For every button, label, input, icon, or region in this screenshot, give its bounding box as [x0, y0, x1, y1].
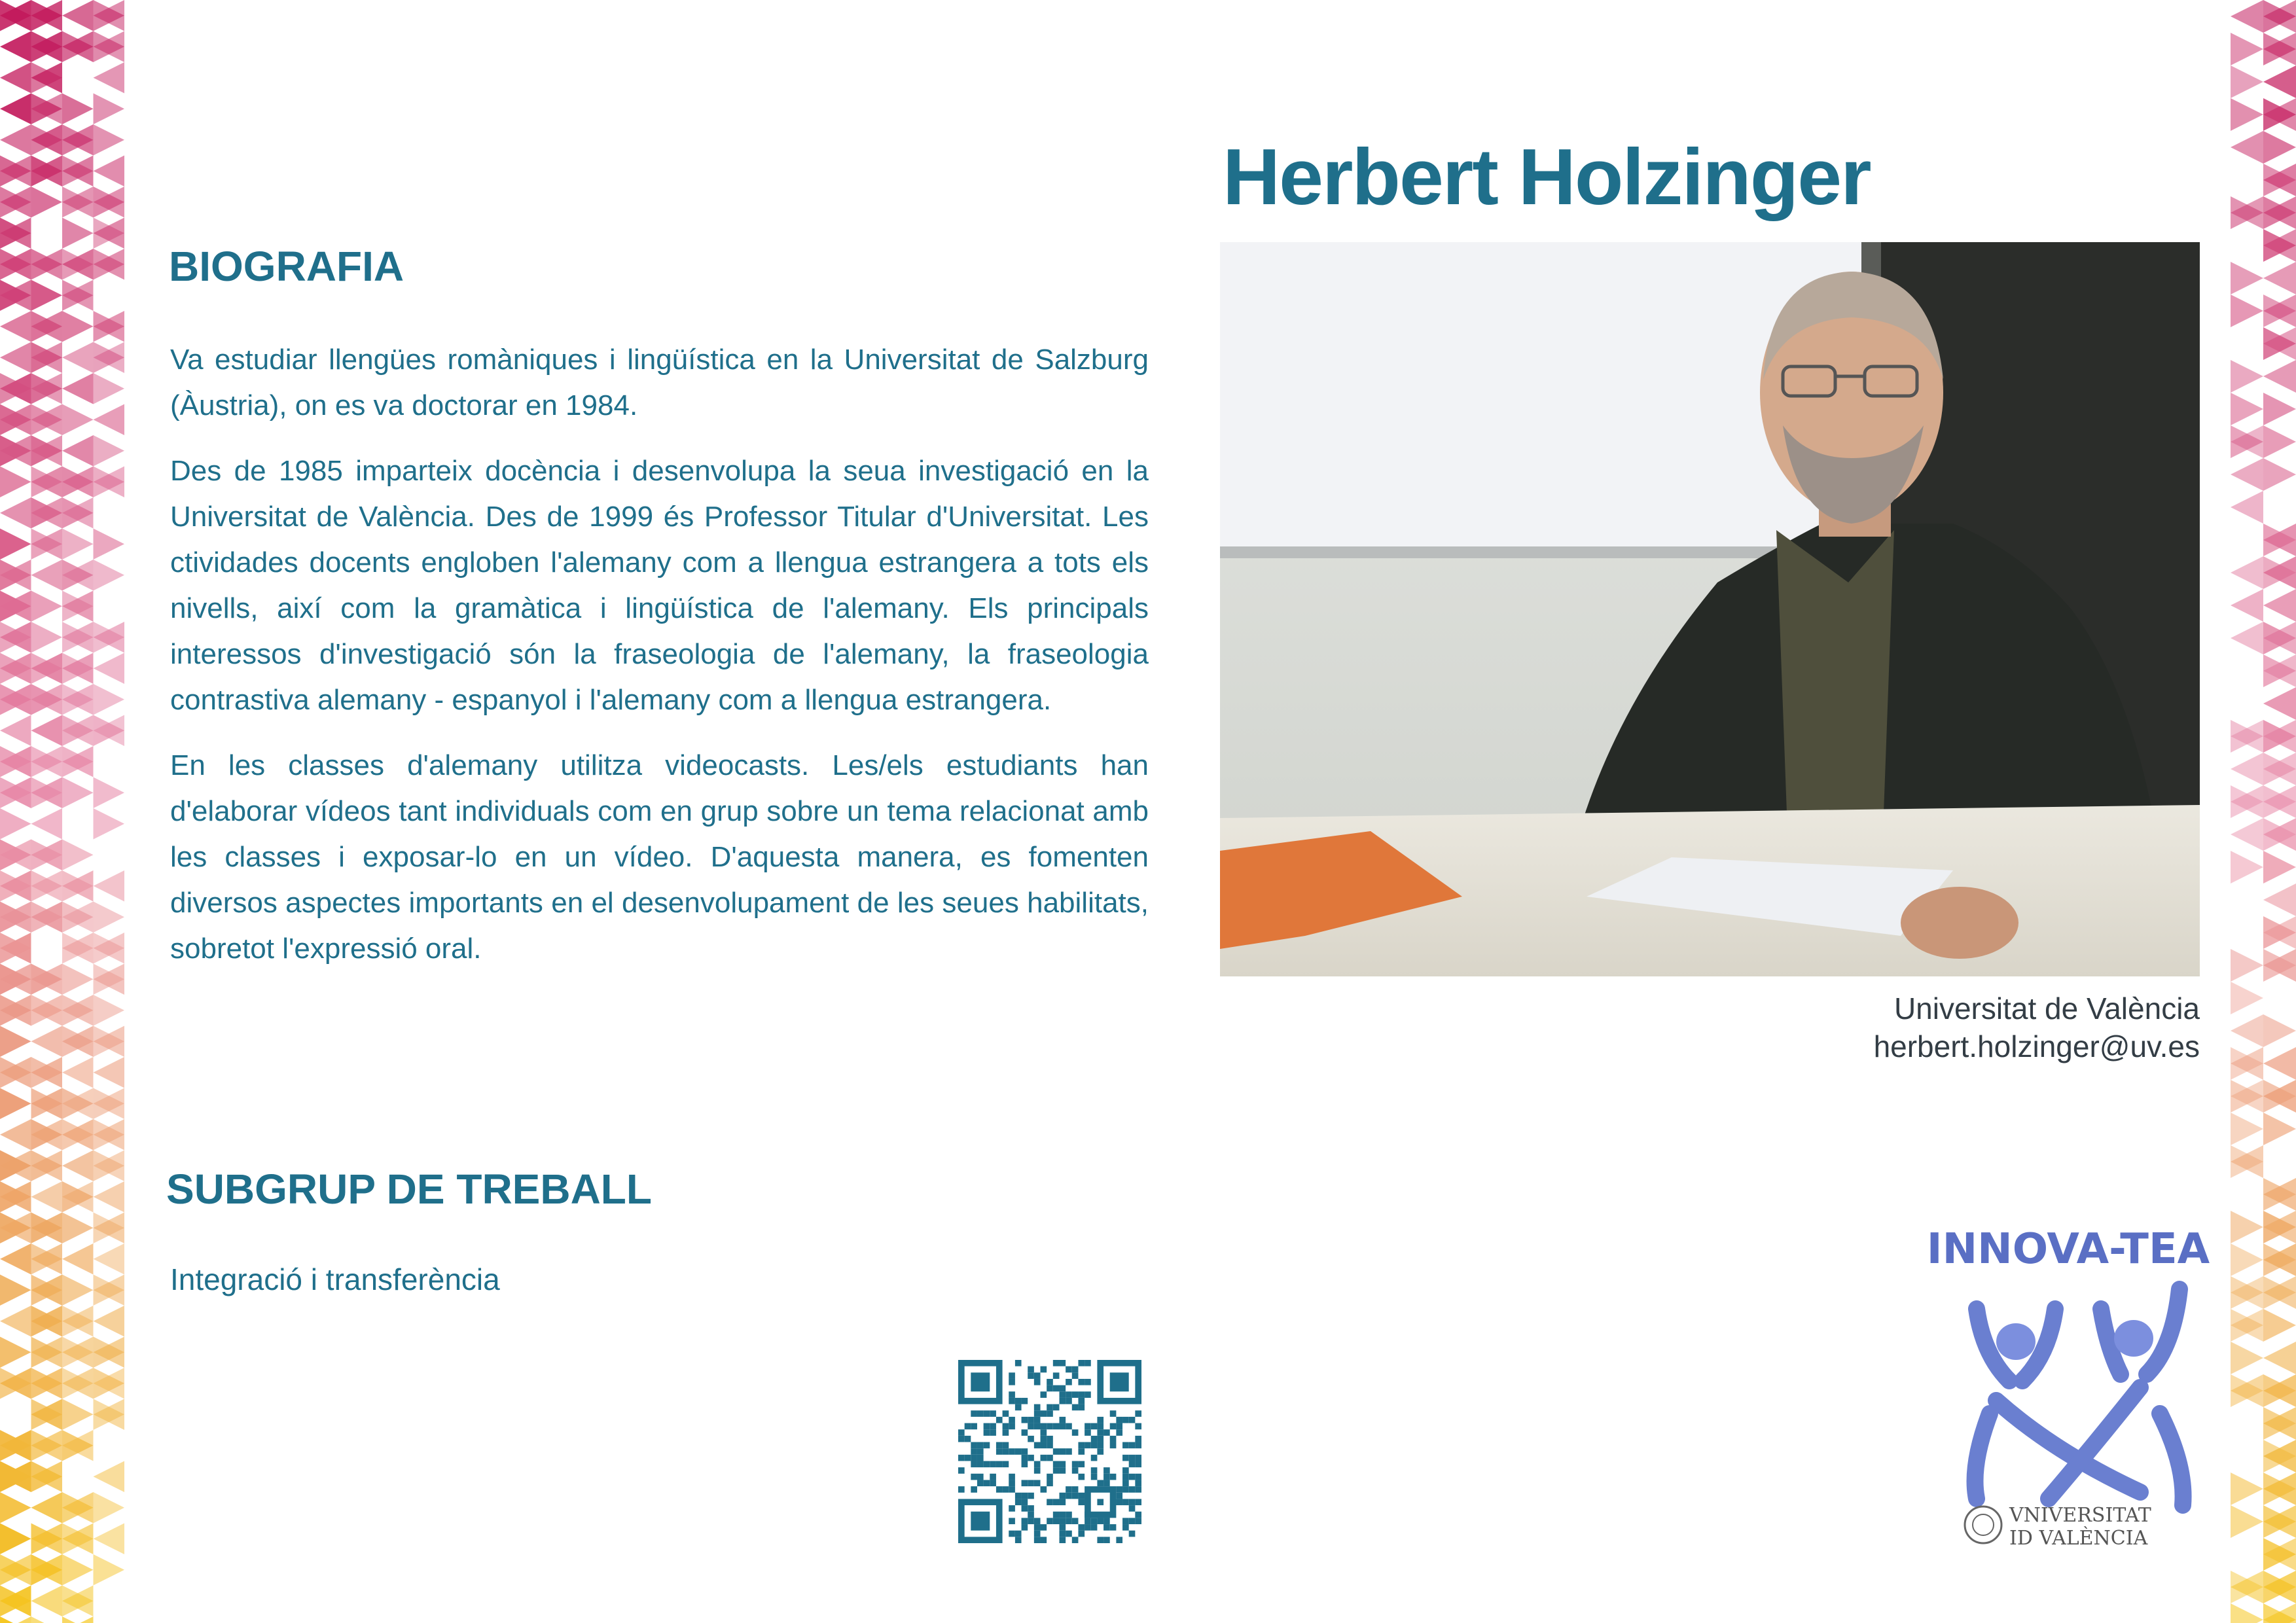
left-decorative-border	[0, 0, 124, 1623]
email-address[interactable]: herbert.holzinger@uv.es	[1873, 1029, 2200, 1063]
innova-tea-logo	[1924, 1217, 2212, 1558]
biography-heading: BIOGRAFIA	[169, 243, 404, 290]
biography-paragraph: Va estudiar llengües romàniques i lingüística en la Universitat de Salzburg (Àustria), on es va doctorar en 1984.	[170, 344, 1149, 421]
logo-university-line1: VNIVERSITAT	[2009, 1504, 2151, 1527]
logo-title: INNOVA-TEA	[1926, 1225, 2210, 1274]
affiliation: Universitat de València	[1893, 991, 2200, 1026]
right-decorative-border	[2231, 0, 2296, 1623]
biography-text	[170, 337, 1149, 991]
subgroup-value: Integració i transferència	[170, 1262, 500, 1296]
university-seal-icon	[1965, 1507, 2001, 1543]
biography-paragraph: En les classes d'alemany utilitza videocasts. Les/els estudiants han d'elaborar vídeos tant individuals com en grup sobre un tema relacionat amb les classes i exposar-lo en un vídeo. D'aquesta manera, es fomenten diversos aspectes importants en el desenvolupament de les seues habilitats, sobretot l'expressió oral.	[170, 749, 1149, 965]
subgroup-heading: SUBGRUP DE TREBALL	[166, 1166, 652, 1213]
person-name: Herbert Holzinger	[1223, 132, 1871, 221]
contact-info	[1874, 990, 2200, 1065]
portrait-photo	[1220, 242, 2200, 976]
biography-paragraph: Des de 1985 imparteix docència i desenvolupa la seua investigació en la Universitat de València. Des de 1999 és Professor Titular d'Universitat. Les ctividades docents engloben l'alemany com a llengua estrangera a tots els nivells, així com la gramàtica i lingüística de l'alemany. Els principals interessos d'investigació són la fraseologia de l'alemany, la fraseologia contrastiva alemany - espanyol i l'alemany com a llengua estrangera.	[170, 455, 1149, 716]
logo-university-line2: ID VALÈNCIA	[2009, 1527, 2148, 1550]
qr-code-icon[interactable]	[958, 1360, 1141, 1543]
